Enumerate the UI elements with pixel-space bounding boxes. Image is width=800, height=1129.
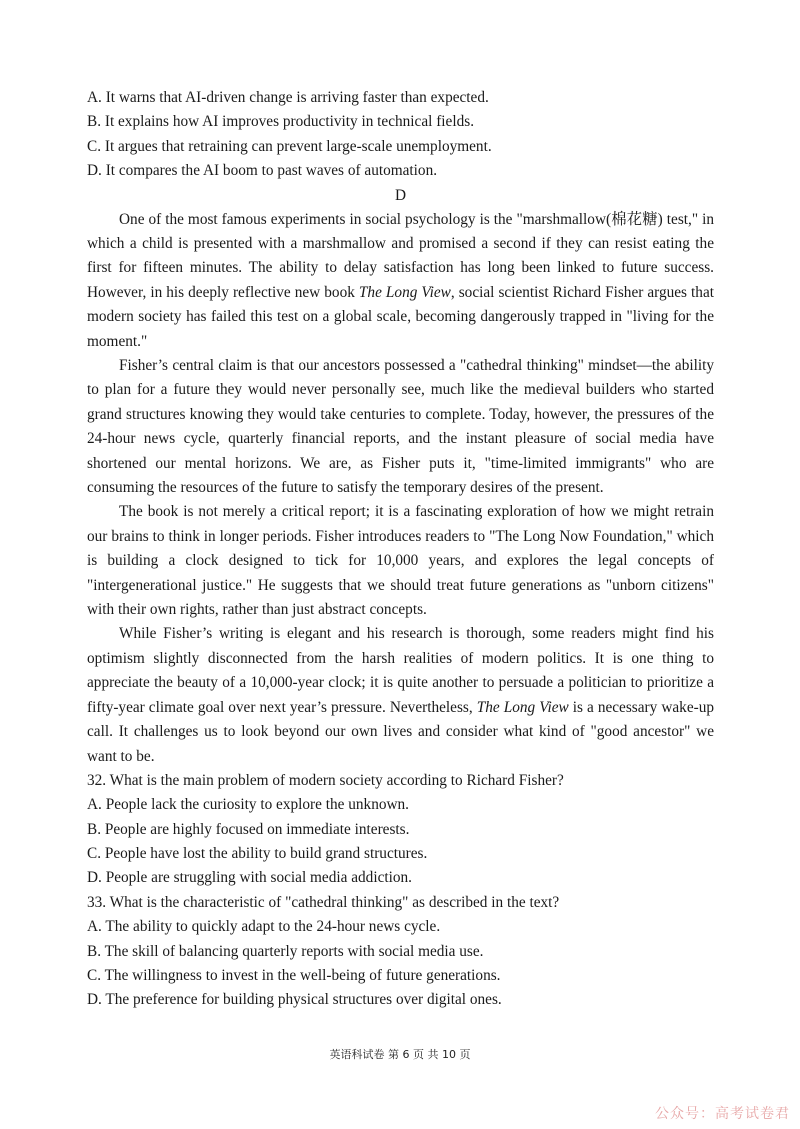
passage-paragraph-1	[87, 208, 714, 354]
option-c: C. The willingness to invest in the well-being of future generations.	[87, 967, 501, 985]
option-a: A. It warns that AI-driven change is arriving faster than expected.	[87, 89, 489, 106]
page-footer: 英语科试卷 第 6 页 共 10 页	[329, 1048, 471, 1061]
passage-paragraph-3: The book is not merely a critical report; it is a fascinating exploration of how we might retrain our brains to think in longer periods. Fisher introduces readers to "The Long Now Foundation," which is building a clock designed to tick for 10,000 years, and explores the legal concepts of "intergenerational justice." He suggests that we should treat future generations as "unborn citizens" with their own rights, rather than just abstract concepts.	[87, 503, 714, 619]
question-33	[87, 891, 714, 1013]
passage-paragraph-4	[87, 622, 714, 768]
book-title-repeat: The Long View	[476, 698, 569, 716]
question-32	[87, 769, 714, 891]
option-a: A. The ability to quickly adapt to the 24-hour news cycle.	[87, 918, 441, 936]
option-c: C. People have lost the ability to build grand structures.	[87, 845, 428, 863]
option-d: D. People are struggling with social media addiction.	[87, 869, 412, 887]
book-title: The Long View	[358, 283, 451, 301]
exam-page	[87, 86, 714, 1013]
passage-label: D	[394, 186, 407, 204]
watermark: 公众号：高考试卷君	[655, 1106, 790, 1122]
question-stem: 33. What is the characteristic of "cathedral thinking" as described in the text?	[87, 893, 560, 911]
paragraph-1-text-b: , social scientist Richard Fisher argues that modern society has failed this test on a global scale, becoming dangerously trapped in "living for the moment."	[87, 283, 714, 350]
option-c: C. It argues that retraining can prevent large-scale unemployment.	[87, 137, 492, 155]
option-a: A. People lack the curiosity to explore the unknown.	[87, 796, 410, 814]
option-d: D. The preference for building physical structures over digital ones.	[87, 991, 502, 1009]
prev-question-options	[87, 86, 714, 184]
question-stem: 32. What is the main problem of modern society according to Richard Fisher?	[87, 771, 564, 789]
paragraph-4-text-a: While Fisher’s writing is elegant and his research is thorough, some readers might find his optimism slightly disconnected from the harsh realities of modern politics. It is one thing to appreciate the beauty of a 10,000-year clock; it is quite another to persuade a politician to prioritize a fifty-year climate goal over next year’s pressure. Nevertheless,	[87, 625, 714, 716]
paragraph-4-text-b: is a necessary wake-up call. It challenges us to look beyond our own lives and consider what kind of "good ancestor" we want to be.	[87, 698, 714, 765]
passage-paragraph-2: Fisher’s central claim is that our ancestors possessed a "cathedral thinking" mindset—the ability to plan for a future they would never personally see, much like the medieval builders who started grand structures knowing they would take centuries to complete. Today, however, the pressures of the 24-hour news cycle, quarterly financial reports, and the instant pleasure of social media have shortened our mental horizons. We are, as Fisher puts it, "time-limited immigrants" who are consuming the resources of the future to satisfy the temporary desires of the present.	[87, 357, 714, 497]
option-b: B. People are highly focused on immediate interests.	[87, 820, 410, 838]
paragraph-1-text-a: One of the most famous experiments in social psychology is the "marshmallow(棉花糖) test," in which a child is presented with a marshmallow and promised a second if they can resist eating the first for fifteen minutes. The ability to delay satisfaction has long been linked to future success. However, in his deeply reflective new book	[87, 210, 714, 301]
option-d: D. It compares the AI boom to past waves of automation.	[87, 162, 438, 180]
option-b: B. It explains how AI improves productivity in technical fields.	[87, 113, 475, 131]
option-b: B. The skill of balancing quarterly reports with social media use.	[87, 942, 484, 960]
